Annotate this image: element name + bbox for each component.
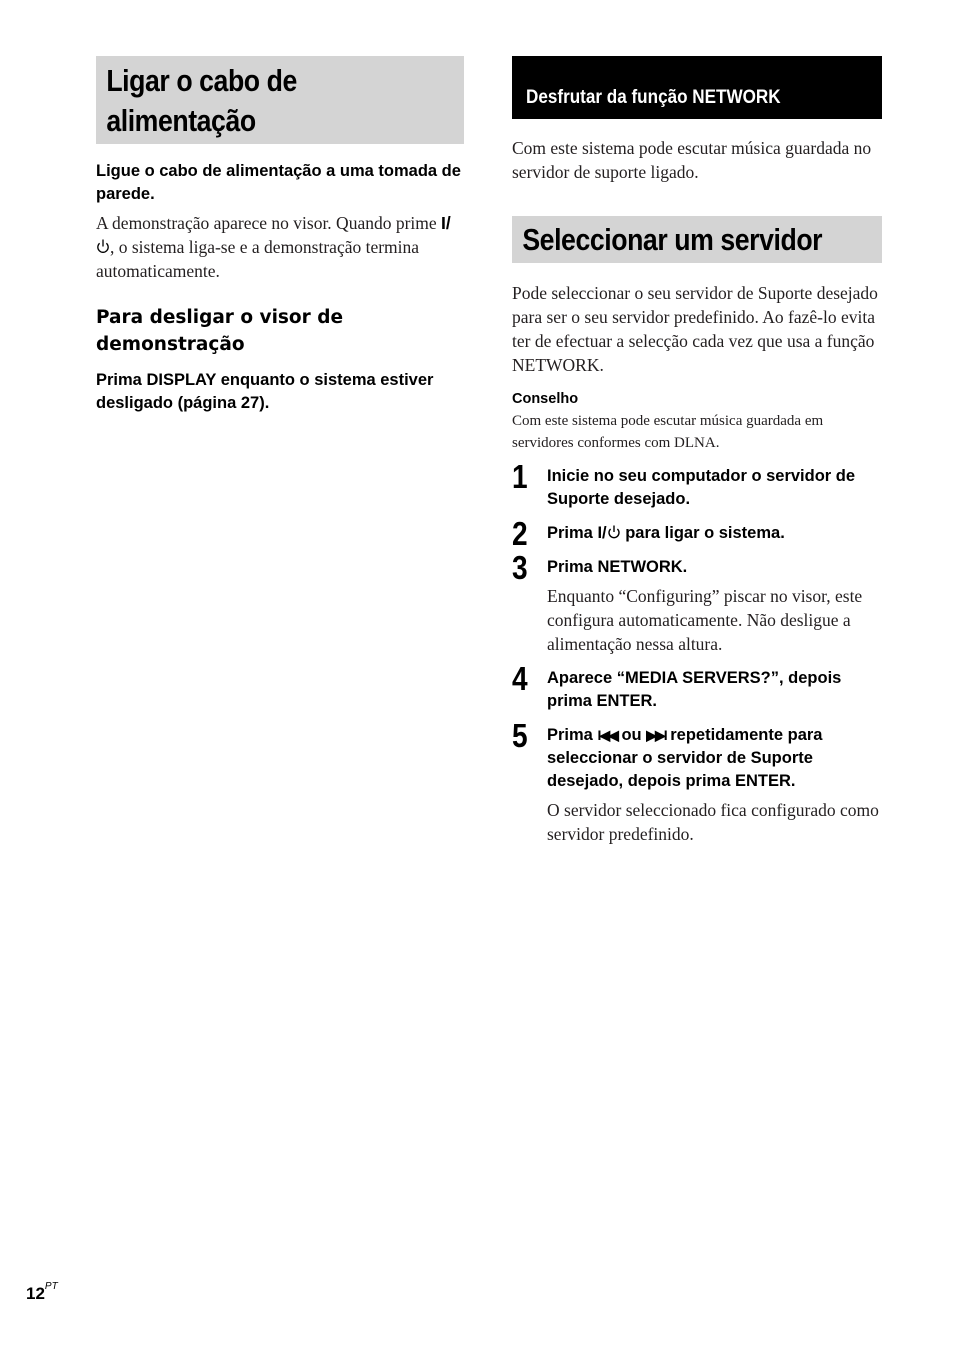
select-server-body: Pode seleccionar o seu servidor de Suporte desejado para ser o seu servidor predefinido. Ao fazê-lo evita ter de efectuar a selecção cada vez que usa a função NETWORK.	[512, 283, 878, 375]
power-key-label: I/	[441, 213, 451, 233]
power-icon	[607, 524, 621, 540]
step-note: Enquanto “Configuring” piscar no visor, este configura automaticamente. Não desligue a alimentação nessa altura.	[547, 586, 863, 654]
page-number: $12^{PT}$	[26, 1281, 58, 1303]
instruction-plug-in: Ligue o cabo de alimentação a uma tomada de parede.	[96, 162, 461, 203]
step-3	[512, 549, 882, 656]
step-text: Inicie no seu computador o servidor de Suporte desejado.	[547, 467, 856, 508]
tip-label: Conselho	[512, 391, 579, 407]
next-track-icon: ▶▶I	[646, 727, 666, 743]
network-bar-title: Desfrutar da função NETWORK	[512, 56, 882, 119]
right-column	[512, 56, 882, 846]
left-column	[96, 56, 464, 415]
demo-paragraph	[96, 211, 464, 283]
subheading-line-1: Para desligar o visor de	[96, 307, 343, 328]
section-title-power-cable	[96, 56, 464, 144]
page-language-suffix: PT	[44, 1281, 58, 1293]
step-text: Prima I/ para ligar o sistema.	[547, 524, 785, 542]
step-text: Aparece “MEDIA SERVERS?”, depois prima ENTER.	[547, 669, 842, 710]
step-text: Prima I◀◀ ou ▶▶I repetidamente para seleccionar o servidor de Suporte desejado, depois prima ENTER.	[547, 726, 823, 790]
power-icon	[96, 238, 110, 255]
step-4	[512, 660, 882, 713]
subheading-demo-off	[96, 304, 464, 358]
section-title-select-server: Seleccionar um servidor	[512, 216, 882, 263]
demo-text-part1: A demonstração aparece no visor. Quando prime	[96, 213, 442, 233]
step-number: 1	[512, 458, 528, 495]
instruction-display: Prima DISPLAY enquanto o sistema estiver desligado (página 27).	[96, 371, 434, 412]
step-number: 4	[512, 660, 528, 697]
step-number: 2	[512, 515, 528, 552]
subheading-line-2: demonstração	[96, 334, 245, 355]
power-key-label: I/	[597, 524, 607, 542]
step-1	[512, 458, 882, 511]
network-intro: Com este sistema pode escutar música guardada no servidor de suporte ligado.	[512, 138, 872, 182]
step-2	[512, 515, 882, 552]
step-text: Prima NETWORK.	[547, 558, 688, 576]
title-line-1: Ligar o cabo de	[106, 63, 297, 98]
step-5	[512, 717, 882, 846]
step-note: O servidor seleccionado fica configurado como servidor predefinido.	[547, 800, 879, 844]
tip-text: Com este sistema pode escutar música guardada em servidores conformes com DLNA.	[512, 413, 824, 451]
title-line-2: alimentação	[106, 103, 256, 138]
step-number: 3	[512, 549, 528, 586]
step-number: 5	[512, 717, 528, 754]
previous-track-icon: I◀◀	[597, 727, 617, 743]
demo-text-part2: , o sistema liga-se e a demonstração termina automaticamente.	[96, 237, 420, 281]
